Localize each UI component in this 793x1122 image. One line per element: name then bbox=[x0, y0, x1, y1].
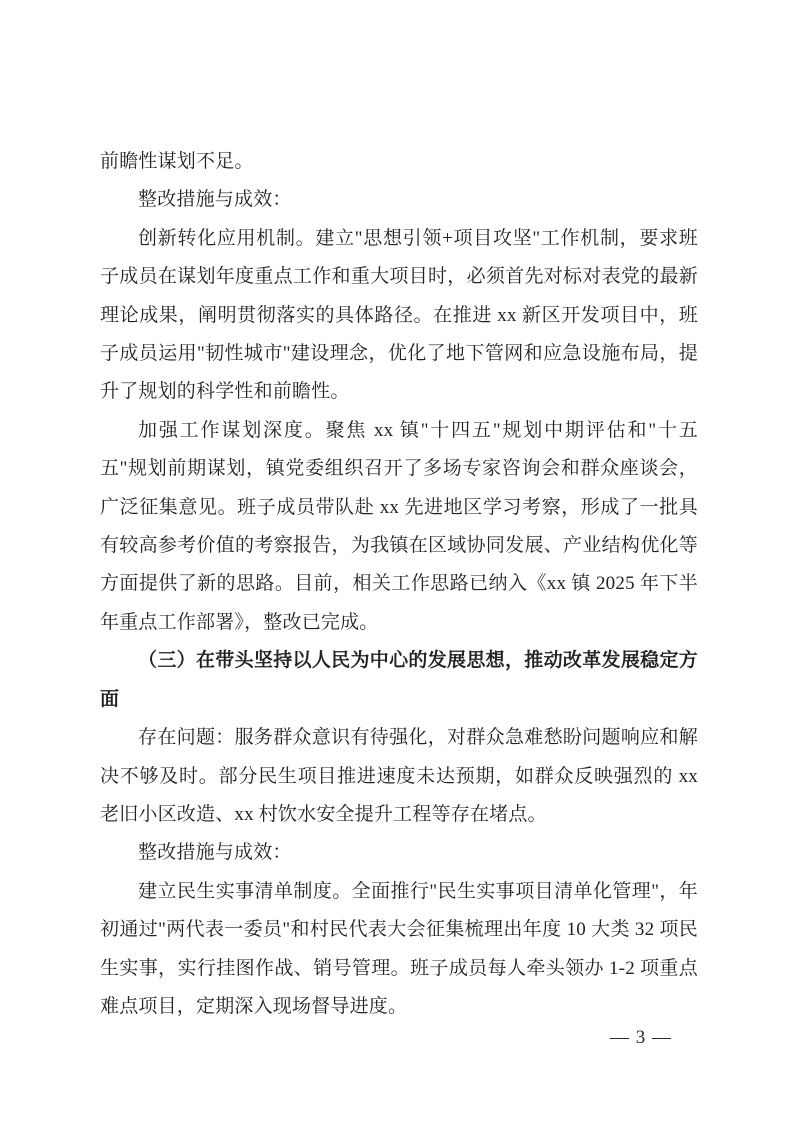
paragraph-rectification-label-2: 整改措施与成效： bbox=[138, 842, 292, 864]
section-heading-three: （三）在带头坚持以人民为中心的发展思想，推动改革发展稳定方面 bbox=[100, 650, 698, 710]
paragraph-continuation: 前瞻性谋划不足。 bbox=[100, 151, 254, 172]
document-body bbox=[100, 143, 698, 1026]
paragraph-measure-planning-depth: 加强工作谋划深度。聚焦 xx 镇"十四五"规划中期评估和"十五五"规划前期谋划，镇党委组织召开了多场专家咨询会和群众座谈会，广泛征集意见。班子成员带队赴 xx 先进地区学习考察，形成了一批具有较高参考价值的考察报告，为我镇在区域协同发展、产业结构优化等方面提供了新的思路。目前，相关工作思路已纳入《xx 镇 2025 年下半年重点工作部署》，整改已完成。 bbox=[100, 419, 698, 633]
page-number: — 3 — bbox=[610, 1027, 672, 1048]
paragraph-rectification-label-1: 整改措施与成效： bbox=[138, 189, 292, 211]
paragraph-existing-problems: 存在问题：服务群众意识有待强化，对群众急难愁盼问题响应和解决不够及时。部分民生项目推进速度未达预期，如群众反映强烈的 xx 老旧小区改造、xx 村饮水安全提升工程等存在堵点。 bbox=[100, 727, 698, 825]
paragraph-measure-innovation: 创新转化应用机制。建立"思想引领+项目攻坚"工作机制，要求班子成员在谋划年度重点工作和重大项目时，必须首先对标对表党的最新理论成果，阐明贯彻落实的具体路径。在推进 xx 新区开发项目中，班子成员运用"韧性城市"建设理念，优化了地下管网和应急设施布局，提升了规划的科学性和前瞻性。 bbox=[100, 227, 698, 403]
paragraph-measure-livelihood-list: 建立民生实事清单制度。全面推行"民生实事项目清单化管理"，年初通过"两代表一委员"和村民代表大会征集梳理出年度 10 大类 32 项民生实事，实行挂图作战、销号管理。班子成员每人牵头领办 1-2 项重点难点项目，定期深入现场督导进度。 bbox=[100, 880, 698, 1017]
